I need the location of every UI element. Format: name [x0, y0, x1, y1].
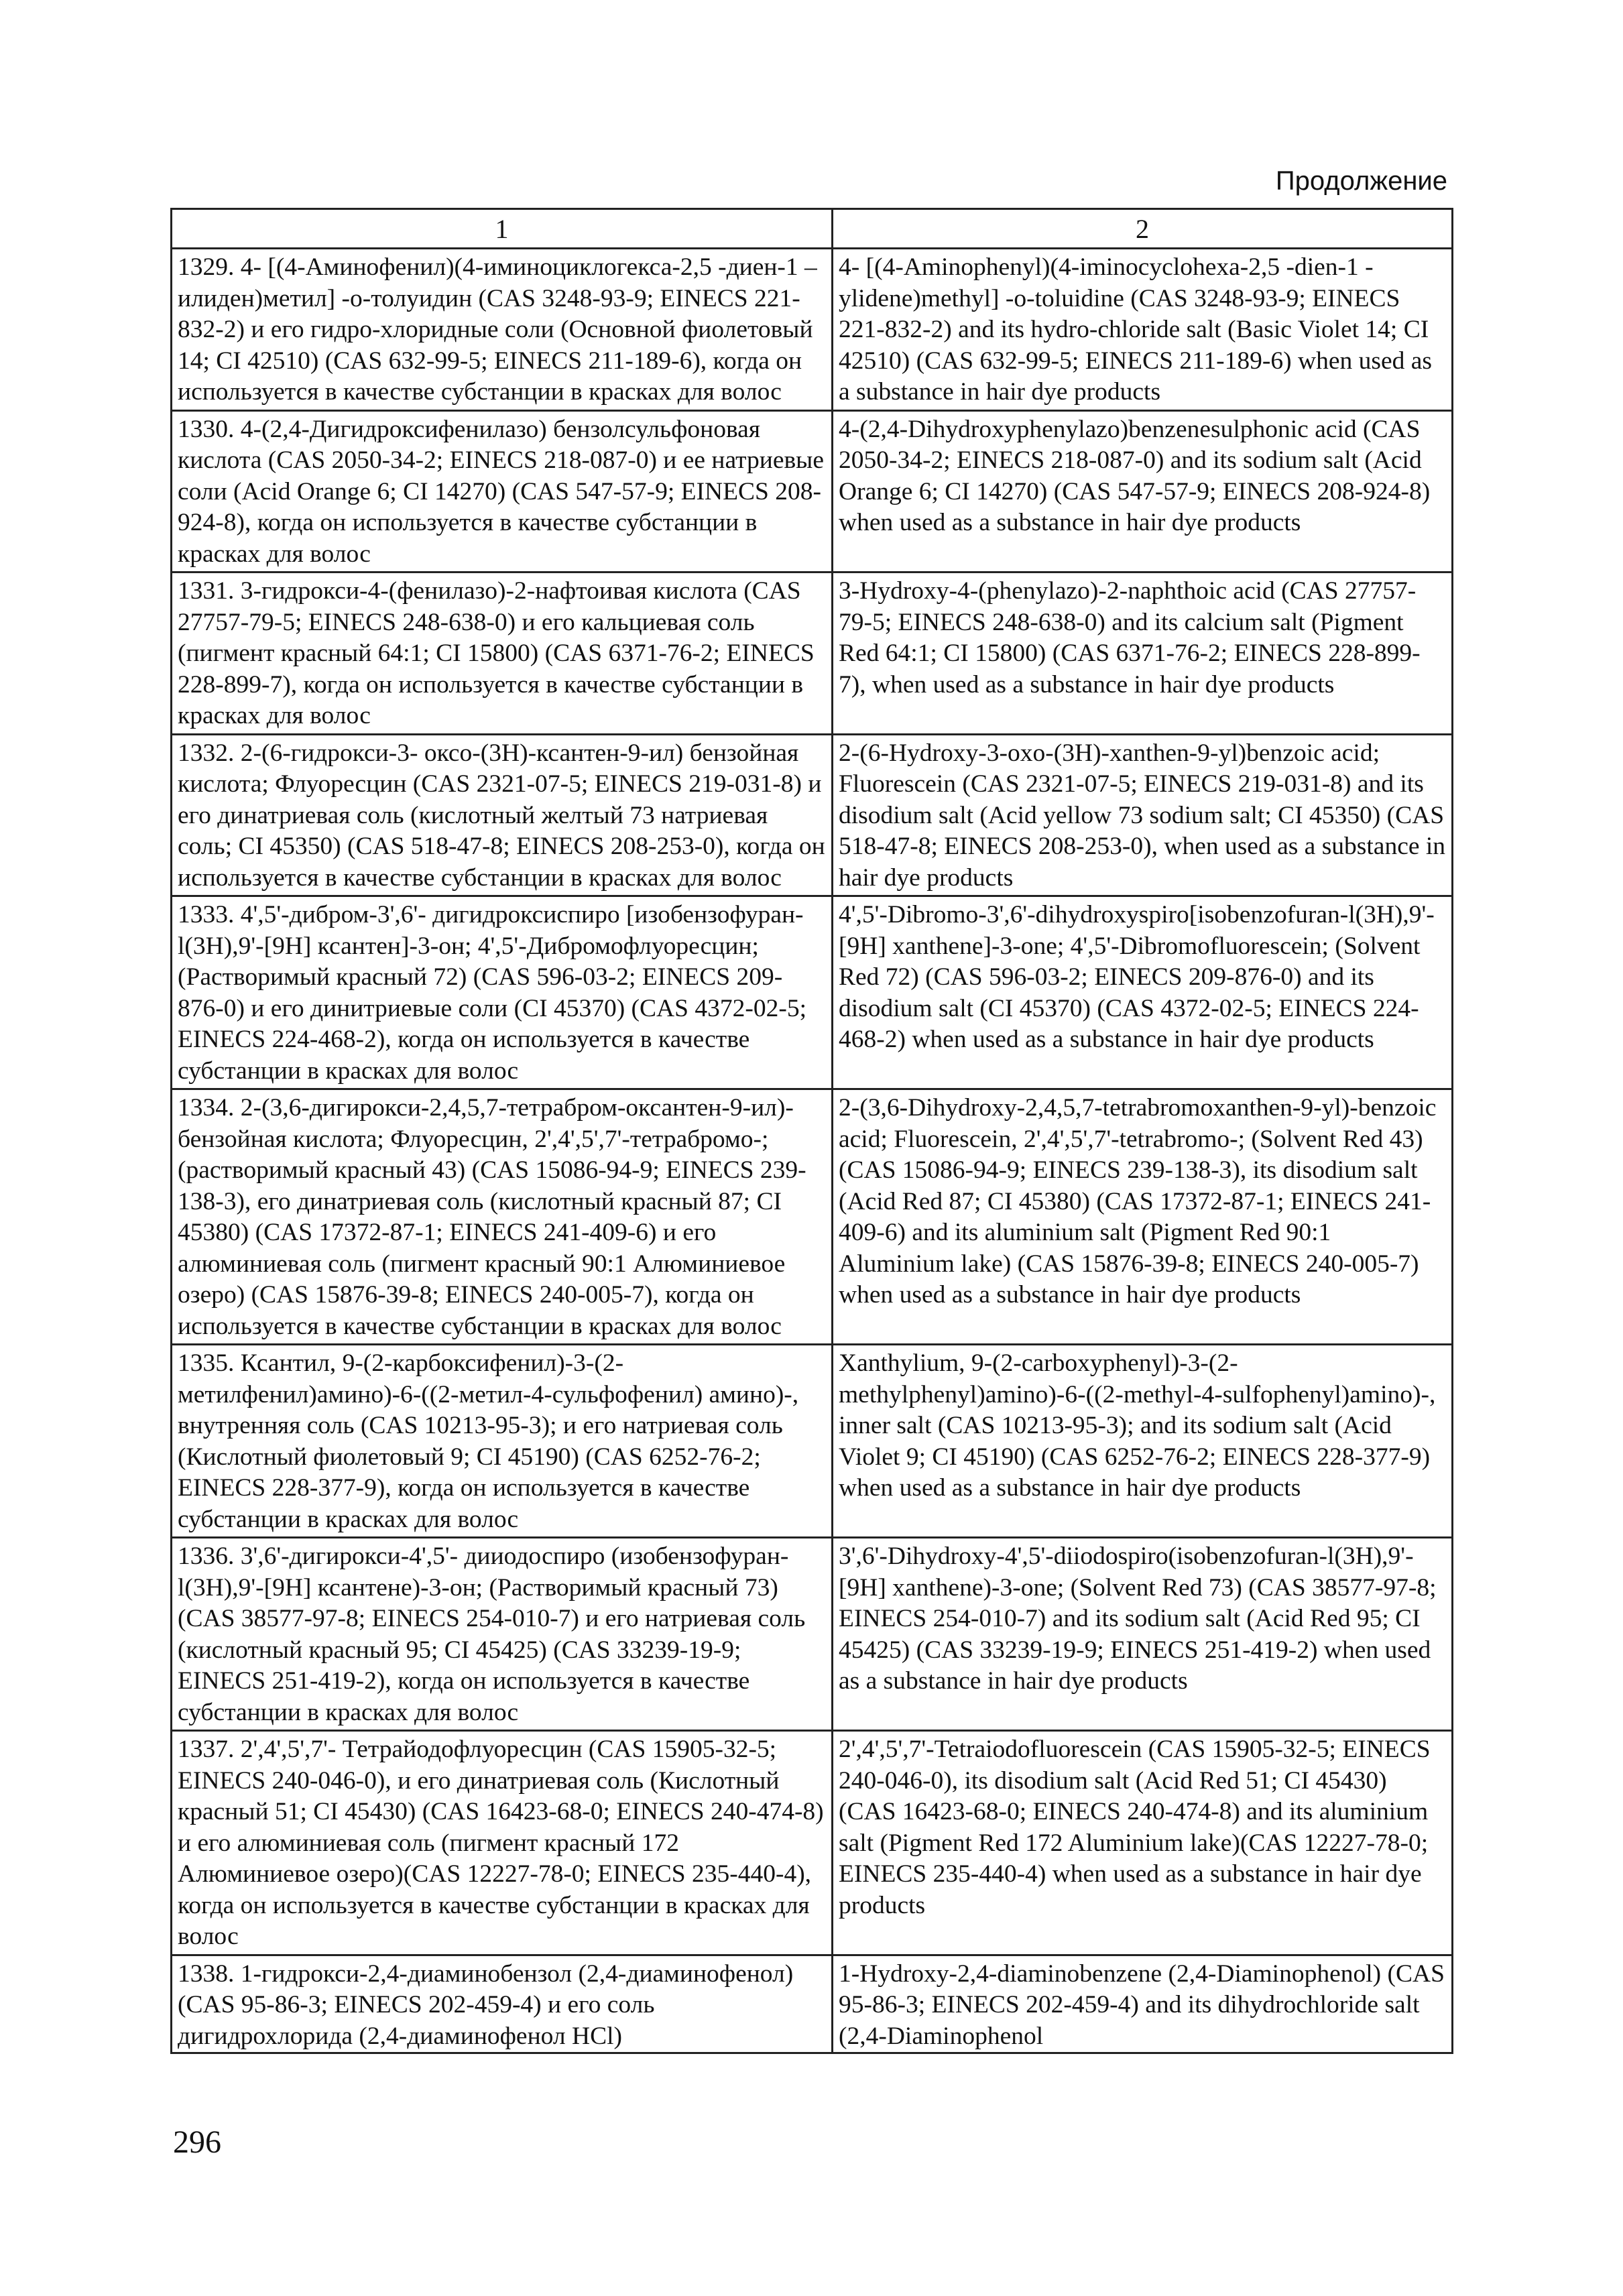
english-cell: 2-(6-Hydroxy-3-oxo-(3H)-xanthen-9-yl)benzoic acid; Fluorescein (CAS 2321-07-5; EINECS 219-031-8) and its disodium salt (Acid yellow 73 sodium salt; CI 45350) (CAS 518-47-8; EINECS 208-253-0), when used as a substance in hair dye products [833, 734, 1453, 896]
english-cell: 4',5'-Dibromo-3',6'-dihydroxyspiro[isobenzofuran-l(3H),9'-[9H] xanthene]-3-one; 4',5'-Dibromofluorescein; (Solvent Red 72) (CAS 596-03-2; EINECS 209-876-0) and its disodium salt (CI 45370) (CAS 4372-02-5; EINECS 224-468-2) when used as a substance in hair dye products [833, 896, 1453, 1089]
english-cell: 1-Hydroxy-2,4-diaminobenzene (2,4-Diaminophenol) (CAS 95-86-3; EINECS 202-459-4) and its dihydrochloride salt (2,4-Diaminophenol [833, 1955, 1453, 2053]
russian-cell: 1338. 1-гидрокси-2,4-диаминобензол (2,4-диаминофенол) (CAS 95-86-3; EINECS 202-459-4) и его соль дигидрохлорида (2,4-диаминофенол HCl) [172, 1955, 833, 2053]
table-row [172, 1538, 1453, 1731]
english-cell: 3',6'-Dihydroxy-4',5'-diiodospiro(isobenzofuran-l(3H),9'-[9H] xanthene)-3-one; (Solvent Red 73) (CAS 38577-97-8; EINECS 254-010-7) and its sodium salt (Acid Red 95; CI 45425) (CAS 33239-19-9; EINECS 251-419-2) when used as a substance in hair dye products [833, 1538, 1453, 1731]
column-header-1: 1 [172, 209, 833, 249]
russian-cell: 1333. 4',5'-дибром-3',6'- дигидроксиспиро [изобензофуран-l(3H),9'-[9H] ксантен]-3-он; 4',5'-Дибромофлуоресцин; (Растворимый красный 72) (CAS 596-03-2; EINECS 209-876-0) и его динитриевые соли (CI 45370) (CAS 4372-02-5; EINECS 224-468-2), когда он используется в качестве субстанции в красках для волос [172, 896, 833, 1089]
russian-cell: 1334. 2-(3,6-дигирокси-2,4,5,7-тетрабром-оксантен-9-ил)-бензойная кислота; Флуоресцин, 2',4',5',7'-тетрабромо-; (растворимый красный 43) (CAS 15086-94-9; EINECS 239-138-3), его динатриевая соль (кислотный красный 87; CI 45380) (CAS 17372-87-1; EINECS 241-409-6) и его алюминиевая соль (пигмент красный 90:1 Алюминиевое озеро) (CAS 15876-39-8; EINECS 240-005-7), когда он используется в качестве субстанции в красках для волос [172, 1089, 833, 1345]
russian-cell: 1337. 2',4',5',7'- Тетрайодофлуоресцин (CAS 15905-32-5; EINECS 240-046-0), и его динатриевая соль (Кислотный красный 51; CI 45430) (CAS 16423-68-0; EINECS 240-474-8) и его алюминиевая соль (пигмент красный 172 Алюминиевое озеро)(CAS 12227-78-0; EINECS 235-440-4), когда он используется в качестве субстанции в красках для волос [172, 1731, 833, 1955]
russian-cell: 1335. Ксантил, 9-(2-карбоксифенил)-3-(2-метилфенил)амино)-6-((2-метил-4-сульфофенил) амино)-, внутренняя соль (CAS 10213-95-3); и его натриевая соль (Кислотный фиолетовый 9; CI 45190) (CAS 6252-76-2; EINECS 228-377-9), когда он используется в качестве субстанции в красках для волос [172, 1345, 833, 1538]
table-row [172, 1089, 1453, 1345]
table-row [172, 249, 1453, 411]
english-cell: 3-Hydroxy-4-(phenylazo)-2-naphthoic acid (CAS 27757-79-5; EINECS 248-638-0) and its calcium salt (Pigment Red 64:1; CI 15800) (CAS 6371-76-2; EINECS 228-899-7), when used as a substance in hair dye products [833, 572, 1453, 735]
table-header-row [172, 209, 1453, 249]
substances-table [170, 208, 1453, 2054]
table-row [172, 734, 1453, 896]
russian-cell: 1330. 4-(2,4-Дигидроксифенилазо) бензолсульфоновая кислота (CAS 2050-34-2; EINECS 218-087-0) и ее натриевые соли (Acid Orange 6; CI 14270) (CAS 547-57-9; EINECS 208-924-8), когда он используется в качестве субстанции в красках для волос [172, 410, 833, 572]
table-row [172, 410, 1453, 572]
english-cell: 2',4',5',7'-Tetraiodofluorescein (CAS 15905-32-5; EINECS 240-046-0), its disodium salt (Acid Red 51; CI 45430) (CAS 16423-68-0; EINECS 240-474-8) and its aluminium salt (Pigment Red 172 Aluminium lake)(CAS 12227-78-0; EINECS 235-440-4) when used as a substance in hair dye products [833, 1731, 1453, 1955]
russian-cell: 1332. 2-(6-гидрокси-3- оксо-(3H)-ксантен-9-ил) бензойная кислота; Флуоресцин (CAS 2321-07-5; EINECS 219-031-8) и его динатриевая соль (кислотный желтый 73 натриевая соль; CI 45350) (CAS 518-47-8; EINECS 208-253-0), когда он используется в качестве субстанции в красках для волос [172, 734, 833, 896]
table-row [172, 1731, 1453, 1955]
russian-cell: 1329. 4- [(4-Аминофенил)(4-иминоциклогекса-2,5 -диен-1 – илиден)метил] -о-толуидин (CAS 3248-93-9; EINECS 221-832-2) и его гидро-хлоридные соли (Основной фиолетовый 14; CI 42510) (CAS 632-99-5; EINECS 211-189-6), когда он используется в качестве субстанции в красках для волос [172, 249, 833, 411]
english-cell: 2-(3,6-Dihydroxy-2,4,5,7-tetrabromoxanthen-9-yl)-benzoic acid; Fluorescein, 2',4',5',7'-tetrabromo-; (Solvent Red 43) (CAS 15086-94-9; EINECS 239-138-3), its disodium salt (Acid Red 87; CI 45380) (CAS 17372-87-1; EINECS 241-409-6) and its aluminium salt (Pigment Red 90:1 Aluminium lake) (CAS 15876-39-8; EINECS 240-005-7) when used as a substance in hair dye products [833, 1089, 1453, 1345]
column-header-2: 2 [833, 209, 1453, 249]
table-row [172, 1955, 1453, 2053]
english-cell: 4-(2,4-Dihydroxyphenylazo)benzenesulphonic acid (CAS 2050-34-2; EINECS 218-087-0) and its sodium salt (Acid Orange 6; CI 14270) (CAS 547-57-9; EINECS 208-924-8) when used as a substance in hair dye products [833, 410, 1453, 572]
russian-cell: 1336. 3',6'-дигирокси-4',5'- дииодоспиро (изобензофуран-l(3H),9'-[9H] ксантене)-3-он; (Растворимый красный 73) (CAS 38577-97-8; EINECS 254-010-7) и его натриевая соль (кислотный красный 95; CI 45425) (CAS 33239-19-9; EINECS 251-419-2), когда он используется в качестве субстанции в красках для волос [172, 1538, 833, 1731]
russian-cell: 1331. 3-гидрокси-4-(фенилазо)-2-нафтоивая кислота (CAS 27757-79-5; EINECS 248-638-0) и его кальциевая соль (пигмент красный 64:1; CI 15800) (CAS 6371-76-2; EINECS 228-899-7), когда он используется в качестве субстанции в красках для волос [172, 572, 833, 735]
table-row [172, 572, 1453, 735]
english-cell: 4- [(4-Aminophenyl)(4-iminocyclohexa-2,5 -dien-1 -ylidene)methyl] -o-toluidine (CAS 3248-93-9; EINECS 221-832-2) and its hydro-chloride salt (Basic Violet 14; CI 42510) (CAS 632-99-5; EINECS 211-189-6) when used as a substance in hair dye products [833, 249, 1453, 411]
page-number: 296 [173, 2124, 221, 2160]
continuation-label: Продолжение [1275, 166, 1447, 196]
table-row [172, 1345, 1453, 1538]
english-cell: Xanthylium, 9-(2-carboxyphenyl)-3-(2-methylphenyl)amino)-6-((2-methyl-4-sulfophenyl)amino)-, inner salt (CAS 10213-95-3); and its sodium salt (Acid Violet 9; CI 45190) (CAS 6252-76-2; EINECS 228-377-9) when used as a substance in hair dye products [833, 1345, 1453, 1538]
table-row [172, 896, 1453, 1089]
